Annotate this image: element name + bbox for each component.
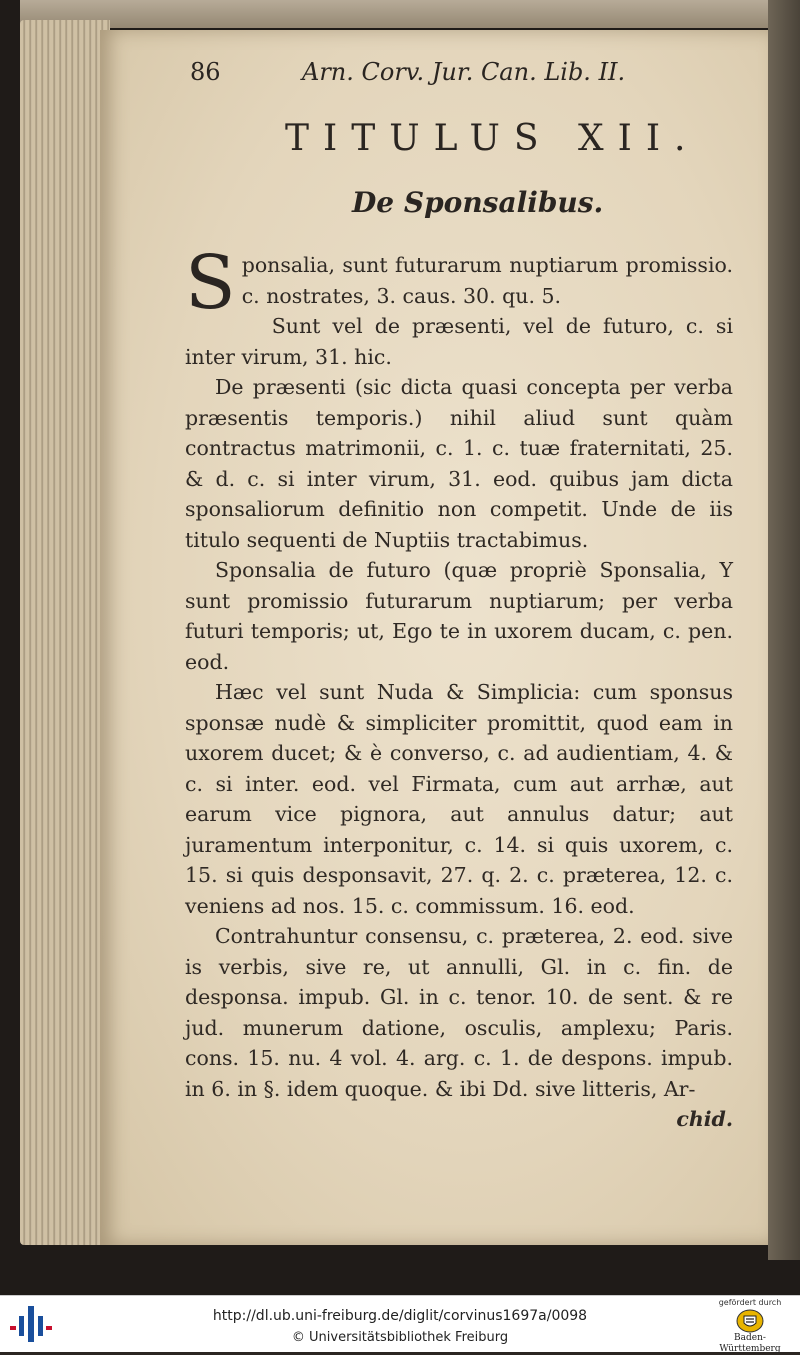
paragraph-5: Hæc vel sunt Nuda & Simplicia: cum sponsus sponsæ nudè & simpliciter promittit, quod eam in uxorem ducet; & è converso, c. ad audientiam, 4. & c. si inter. eod. vel Firmata, cum aut arrhæ, aut earum vice pignora, aut annulus datur; aut juramentum interponitur, c. 14. si quis uxorem, c. 15. si quis desponsavit, 27. q. 2. c. præterea, 12. c. veniens ad nos. 15. c. commissum. 16. eod. xyxy=(185,680,733,918)
chapter-subtitle: De Sponsalibus. xyxy=(352,186,604,219)
paragraph-1 xyxy=(185,240,733,326)
chapter-title: TITULUS XII. xyxy=(285,118,700,159)
book-cover-top xyxy=(20,0,800,28)
catchword: chid. xyxy=(676,1107,733,1131)
drop-cap: S xyxy=(185,240,236,326)
page-header xyxy=(190,58,660,92)
baden-wuerttemberg-emblem-icon xyxy=(735,1309,765,1333)
paragraph-6: Contrahuntur consensu, c. præterea, 2. eod. sive is verbis, sive re, ut annulli, Gl. in c. fin. de desponsa. impub. Gl. in c. tenor. 10. de sent. & re jud. munerum datione, osculis, amplexu; Paris. cons. 15. nu. 4 vol. 4. arg. c. 1. de despons. impub. in 6. in §. idem quoque. & ibi Dd. sive litteris, Ar- xyxy=(185,924,733,1101)
running-head: Arn. Corv. Jur. Can. Lib. II. xyxy=(302,58,626,86)
paragraph-2: Sunt vel de præsenti, vel de futuro, c. si inter virum, 31. hic. xyxy=(185,314,733,369)
page-number: 86 xyxy=(190,58,221,86)
sponsor-label: gefördert durch xyxy=(718,1298,782,1307)
copyright-text: © Universitätsbibliothek Freiburg xyxy=(291,1330,509,1345)
paragraph-3: De præsenti (sic dicta quasi concepta per verba præsentis temporis.) nihil aliud sunt quàm contractus matrimonii, c. 1. c. tuæ fraternitati, 25. & d. c. si inter virum, 31. eod. quibus jam dicta sponsaliorum definitio non competit. Unde de iis titulo sequenti de Nuptiis tractabimus. xyxy=(185,375,733,552)
viewer-footer xyxy=(0,1295,800,1352)
body-text xyxy=(185,240,733,1135)
book-binding xyxy=(768,0,800,1260)
paragraph-4: Sponsalia de futuro (quæ propriè Sponsalia, Y sunt promissio futurarum nuptiarum; per verba futuri temporis; ut, Ego te in uxorem ducam, c. pen. eod. xyxy=(185,558,733,674)
paragraph-text: ponsalia, sunt futurarum nuptiarum promissio. c. nostrates, 3. caus. 30. qu. 5. xyxy=(241,253,733,308)
sponsor-block xyxy=(710,1298,790,1354)
sponsor-name: Baden-Württemberg xyxy=(719,1333,781,1354)
page-edges xyxy=(20,20,110,1245)
permalink-url[interactable]: http://dl.ub.uni-freiburg.de/diglit/corvinus1697a/0098 xyxy=(212,1308,588,1324)
